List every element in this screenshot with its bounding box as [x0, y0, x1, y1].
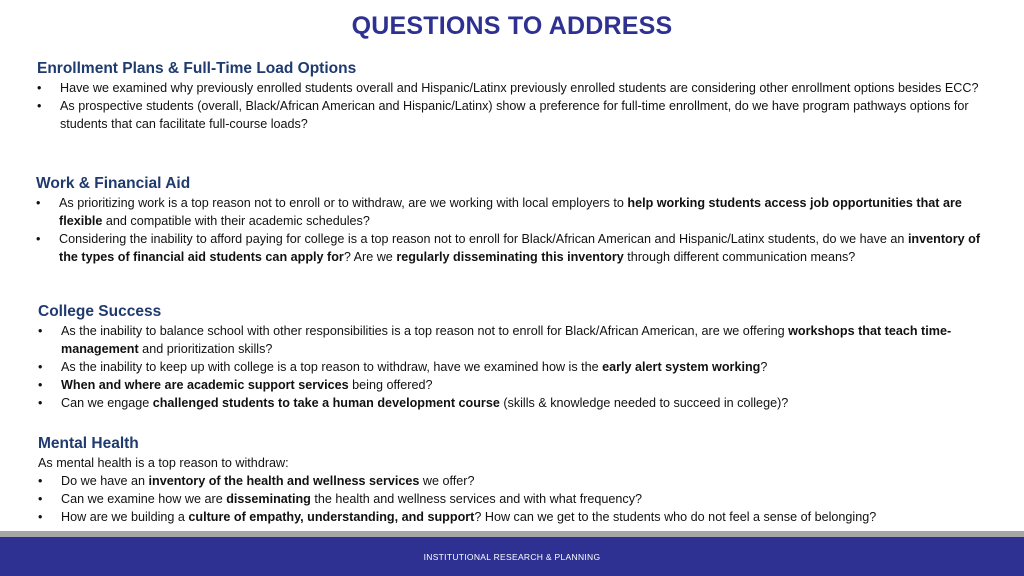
bullet-text: (skills & knowledge needed to succeed in college)? [499, 396, 789, 410]
section-work-financial-aid [36, 174, 996, 266]
bullet-icon: • [36, 196, 41, 210]
bullet-text: Do we have an [61, 474, 149, 488]
bullet-emphasis: inventory of the health and wellness services [148, 474, 420, 488]
bullet-text: ? [760, 360, 768, 374]
bullet-emphasis: regularly disseminating this inventory [396, 250, 624, 264]
bullet-text: How are we building a [61, 510, 189, 524]
bullet-item [36, 194, 996, 230]
bullet-text: we offer? [419, 474, 475, 488]
bullet-list [37, 79, 997, 133]
bullet-text: ? Are we [343, 250, 397, 264]
bullet-text: As the inability to balance school with other responsibilities is a top reason not to enroll for Black/African American, are we offering [61, 324, 789, 338]
bullet-list [38, 472, 998, 526]
bullet-emphasis: challenged students to take a human development course [152, 396, 500, 410]
bullet-text: Can we examine how we are [61, 492, 227, 506]
bullet-icon: • [38, 474, 43, 488]
bullet-text: ? How can we get to the students who do not feel a sense of belonging? [474, 510, 877, 524]
bullet-emphasis: disseminating [226, 492, 311, 506]
bullet-item [38, 322, 1013, 358]
bullet-emphasis: culture of empathy, understanding, and support [188, 510, 475, 524]
bullet-text: being offered? [348, 378, 433, 392]
section-heading: College Success [38, 303, 162, 320]
bullet-item [37, 79, 997, 97]
bullet-item [36, 230, 996, 266]
bullet-icon: • [37, 99, 42, 113]
footer-bar [0, 537, 1024, 576]
bullet-emphasis: inventory of the types of financial aid students can apply for [59, 232, 981, 264]
bullet-item [38, 394, 1013, 412]
bullet-emphasis: workshops that teach time-management [61, 324, 952, 356]
bullet-list [36, 194, 996, 266]
section-heading: Work & Financial Aid [36, 175, 191, 192]
bullet-icon: • [38, 492, 43, 506]
bullet-item [37, 97, 997, 133]
bullet-text: As prioritizing work is a top reason not to enroll or to withdraw, are we working with local employers to [59, 196, 628, 210]
bullet-text: and prioritization skills? [138, 342, 273, 356]
bullet-text: and compatible with their academic schedules? [102, 214, 370, 228]
bullet-item [38, 376, 1013, 394]
section-college-success [38, 302, 1013, 412]
bullet-item [38, 472, 998, 490]
bullet-text: Have we examined why previously enrolled students overall and Hispanic/Latinx previously enrolled students are considering other enrollment options besides ECC? [60, 81, 979, 95]
bullet-list [38, 322, 1013, 412]
section-heading: Mental Health [38, 435, 139, 452]
page-title: QUESTIONS TO ADDRESS [351, 12, 673, 40]
bullet-text: Considering the inability to afford paying for college is a top reason not to enroll for Black/African American and Hispanic/Latinx students, do we have an [59, 232, 908, 246]
bullet-emphasis: When and where are academic support services [61, 378, 349, 392]
bullet-item [38, 358, 1013, 376]
bullet-icon: • [38, 360, 43, 374]
bullet-text: the health and wellness services and with what frequency? [310, 492, 643, 506]
bullet-text: As prospective students (overall, Black/African American and Hispanic/Latinx) show a preference for full-time enrollment, do we have program pathways options for students that can facilitate full-course loads? [60, 99, 969, 131]
bullet-icon: • [36, 232, 41, 246]
bullet-emphasis: help working students access job opportunities that are flexible [59, 196, 962, 228]
section-mental-health [38, 434, 998, 526]
bullet-text: through different communication means? [623, 250, 856, 264]
bullet-icon: • [38, 378, 43, 392]
bullet-icon: • [38, 324, 43, 338]
section-intro: As mental health is a top reason to withdraw: [38, 456, 289, 470]
bullet-text: Can we engage [61, 396, 153, 410]
bullet-item [38, 490, 998, 508]
bullet-emphasis: early alert system working [602, 360, 761, 374]
section-enrollment [37, 59, 997, 133]
section-heading: Enrollment Plans & Full-Time Load Options [37, 60, 357, 77]
footer-label: INSTITUTIONAL RESEARCH & PLANNING [423, 551, 601, 562]
bullet-icon: • [38, 396, 43, 410]
bullet-icon: • [38, 510, 43, 524]
bullet-icon: • [37, 81, 42, 95]
bullet-text: As the inability to keep up with college is a top reason to withdraw, have we examined how is the [61, 360, 603, 374]
bullet-item [38, 508, 998, 526]
